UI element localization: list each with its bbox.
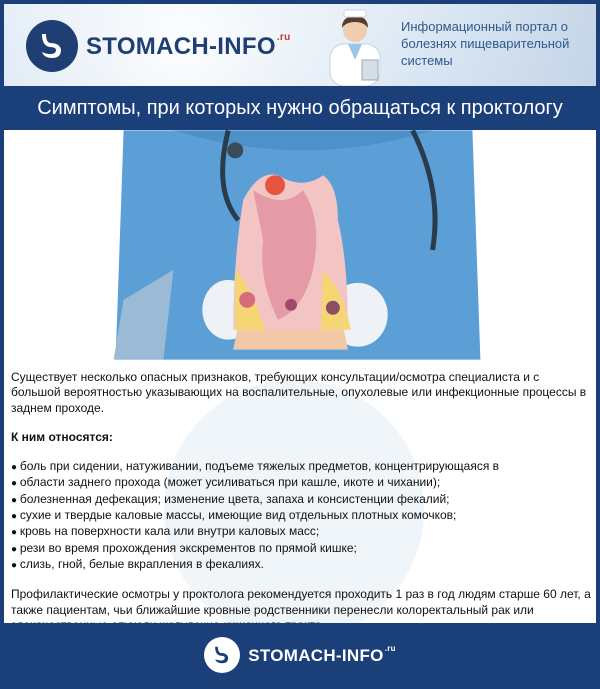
- list-item: ● рези во время прохождения экскрементов по прямой кишке;: [11, 541, 591, 557]
- intro-paragraph: Существует несколько опасных признаков, требующих консультации/осмотра специалиста и с большой вероятностью указывающих на воспалительные, опухолевые или инфекционные процессы в заднем проходе.: [11, 370, 587, 415]
- header: [4, 4, 596, 86]
- list-item: ● сухие и твердые каловые массы, имеющие вид отдельных плотных комочков;: [11, 508, 591, 524]
- list-item: ● слизь, гной, белые вкрапления в фекалиях.: [11, 557, 591, 573]
- stomach-icon: [26, 20, 78, 72]
- logo-text: STOMACH-INFO: [86, 32, 276, 60]
- article-text: [11, 370, 591, 647]
- footer-logo-suffix: .ru: [384, 644, 396, 653]
- list-item: ● боль при сидении, натуживании, подъеме тяжелых предметов, концентрирующаяся в: [11, 459, 591, 475]
- page-title: Симптомы, при которых нужно обращаться к проктологу: [4, 86, 596, 130]
- list-item: ● болезненная дефекация; изменение цвета, запаха и консистенции фекалий;: [11, 492, 591, 508]
- footer-logo[interactable]: [204, 637, 396, 673]
- stomach-icon: [204, 637, 240, 673]
- header-logo[interactable]: [26, 20, 291, 72]
- footer-logo-text: STOMACH-INFO: [248, 646, 384, 665]
- tagline: Информационный портал о болезнях пищеварительной системы: [401, 19, 570, 68]
- outro-paragraph: Профилактические осмотры у проктолога рекомендуется проходить 1 раз в год людям старше 60 лет, а также пациентам, чьи ближайшие кровные родственники перенесли колоректальный рак или: [11, 587, 591, 617]
- list-heading: К ним относятся:: [11, 429, 113, 444]
- list-item: ● кровь на поверхности кала или внутри каловых масс;: [11, 524, 591, 540]
- doctor-holding-rectum-model-photo: [4, 130, 596, 360]
- infographic-card: [3, 3, 597, 686]
- logo-suffix: .ru: [276, 31, 291, 43]
- main-content: [4, 130, 596, 623]
- footer: [4, 623, 596, 687]
- list-item: ● области заднего прохода (может усиливаться при кашле, икоте и чихании);: [11, 475, 591, 491]
- symptom-list: [11, 459, 591, 573]
- doctor-icon: [320, 10, 390, 86]
